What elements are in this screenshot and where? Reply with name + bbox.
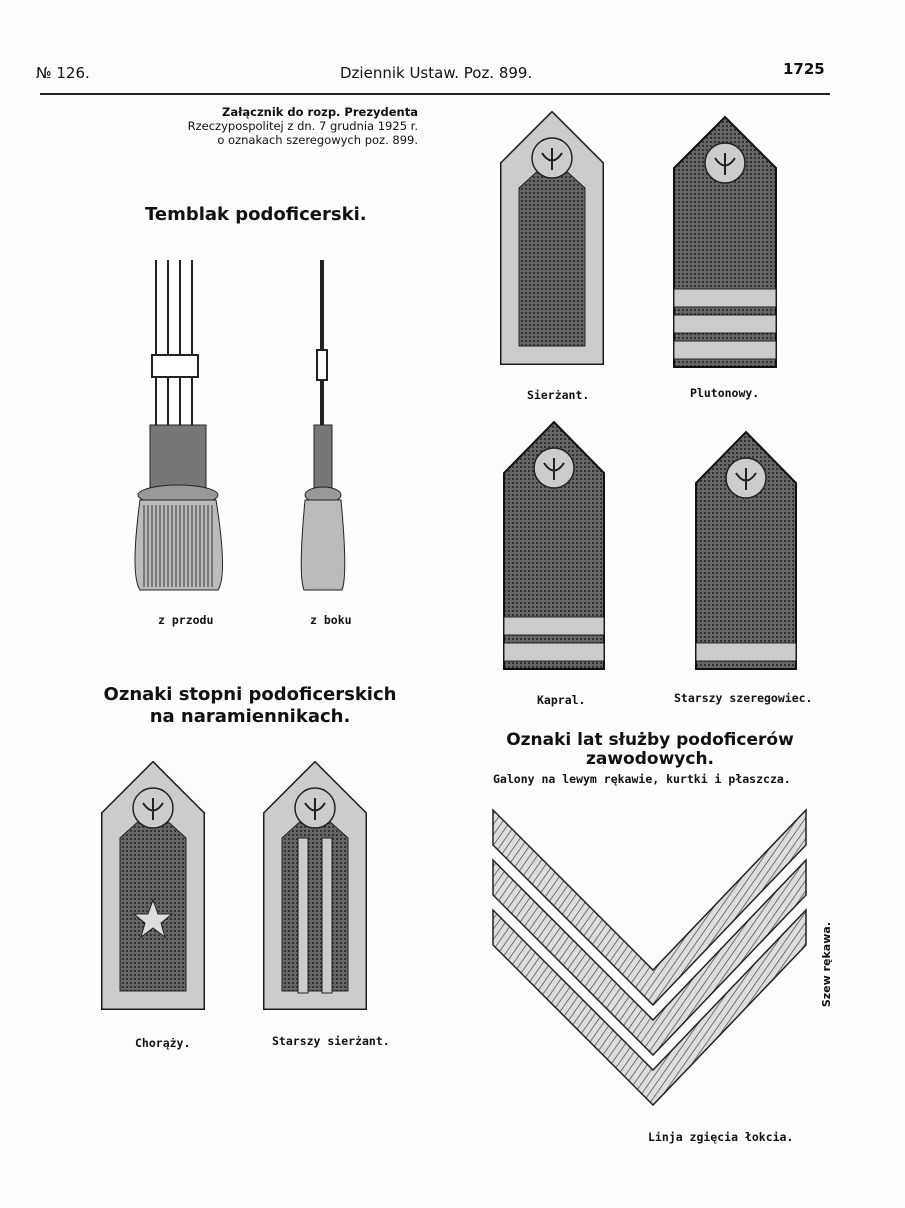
- issue-number: № 126.: [36, 64, 90, 82]
- seam-label: Szew rękawa.: [820, 922, 833, 1008]
- rank-stripe: [674, 289, 776, 307]
- epaulette-kapral: [500, 418, 608, 673]
- ranks-title-line: na naramiennikach.: [149, 706, 351, 727]
- epaulette-starszy-szeregowiec: [692, 428, 800, 673]
- rank-stripe: [696, 643, 796, 661]
- elbow-label: Linja zgięcia łokcia.: [648, 1130, 794, 1144]
- rank-caption: Plutonowy.: [690, 386, 760, 400]
- service-title: [490, 731, 810, 769]
- rank-caption: Sierżant.: [527, 388, 590, 402]
- service-title-line: zawodowych.: [585, 749, 715, 769]
- tassel-side-illustration: [290, 255, 360, 600]
- rank-caption: Chorąży.: [135, 1036, 191, 1050]
- rank-caption: Starszy szeregowiec.: [674, 691, 813, 705]
- ranks-title: [90, 684, 410, 728]
- page-number: 1725: [783, 60, 825, 78]
- epaulette-starszy-sierzant: [260, 758, 370, 1013]
- rank-stripe: [504, 617, 604, 635]
- tassel-front-illustration: [120, 255, 250, 600]
- epaulette-plutonowy: [670, 113, 780, 371]
- rank-caption: Kapral.: [537, 693, 586, 707]
- caption-side: z boku: [310, 613, 352, 627]
- rank-caption: Starszy sierżant.: [272, 1034, 390, 1048]
- service-subtitle: Galony na lewym rękawie, kurtki i płaszcza.: [493, 772, 791, 786]
- note-line: Rzeczypospolitej z dn. 7 grudnia 1925 r.: [187, 119, 418, 133]
- epaulette-chorazy: [98, 758, 208, 1013]
- header-rule: [40, 93, 830, 95]
- epaulette-sierzant: [497, 108, 607, 368]
- chevrons-illustration: [488, 800, 818, 1130]
- ranks-title-line: Oznaki stopni podoficerskich: [103, 684, 397, 705]
- attachment-note: [160, 105, 418, 147]
- journal-title: Dziennik Ustaw. Poz. 899.: [340, 64, 533, 82]
- service-title-line: Oznaki lat służby podoficerów: [506, 730, 794, 750]
- note-line: Załącznik do rozp. Prezydenta: [222, 105, 418, 119]
- temblak-title: Temblak podoficerski.: [145, 204, 367, 225]
- galloon-stripe: [322, 838, 332, 993]
- caption-front: z przodu: [158, 613, 214, 627]
- rank-stripe: [504, 643, 604, 661]
- galloon-stripe: [298, 838, 308, 993]
- note-line: o oznakach szeregowych poz. 899.: [217, 133, 418, 147]
- rank-stripe: [674, 315, 776, 333]
- rank-stripe: [674, 341, 776, 359]
